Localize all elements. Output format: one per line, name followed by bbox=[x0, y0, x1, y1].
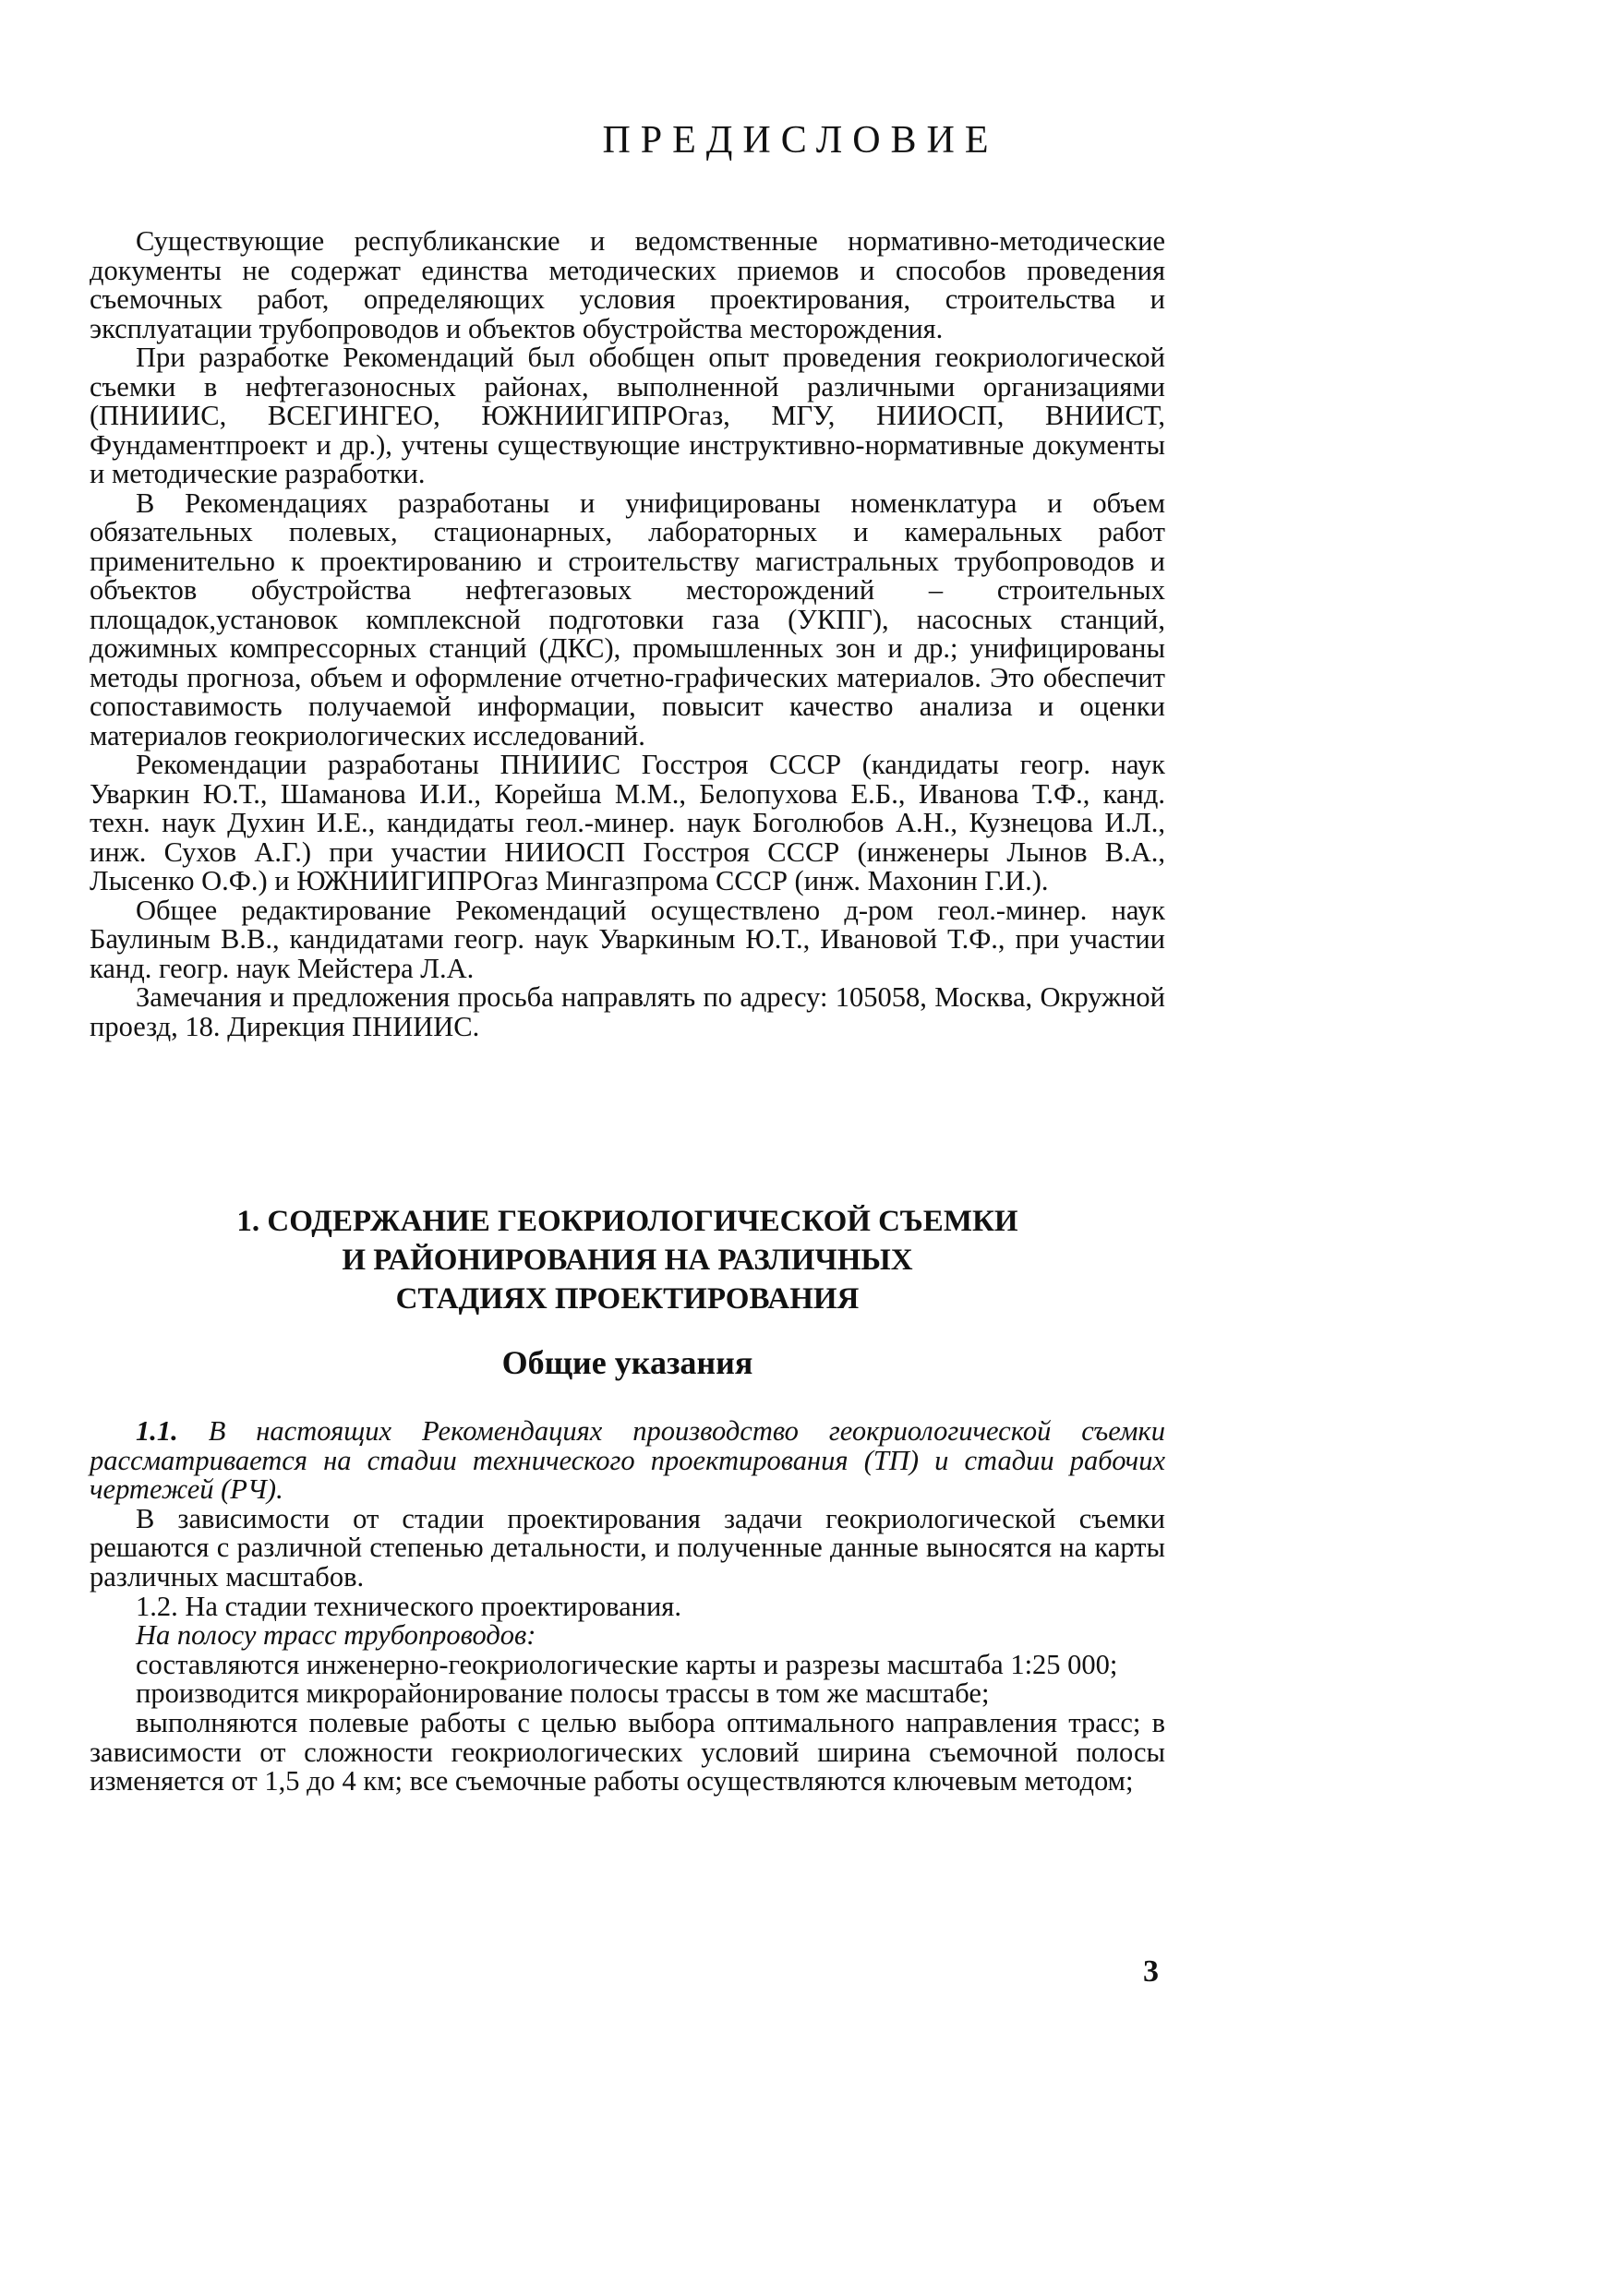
list-item: составляются инженерно-геокриологические карты и разрезы масштаба 1:25 000; bbox=[136, 1648, 1118, 1680]
item-1-1-number: 1.1. bbox=[136, 1415, 178, 1447]
preface-paragraph-3: В Рекомендациях разработаны и унифицированы номенклатура и объем обязательных полевых, стационарных, лабораторных и камеральных работ применительно к проектированию и строительству магистральных трубопроводов и объектов обустройства нефтегазовых месторождений – строительных площадок,установок комплексной подготовки газа (УКПГ), насосных станций, дожимных компрессорных станций (ДКС), промышленных зон и др.; унифицированы методы прогноза, объем и оформление отчетно-графических материалов. Это обеспечит сопоставимость получаемой информации, повысит качество анализа и оценки материалов геокриологических исследований. bbox=[90, 487, 1165, 751]
item-1-1-lead: В настоящих bbox=[208, 1415, 392, 1447]
subsection-heading: Общие указания bbox=[501, 1344, 753, 1381]
item-1-1-text: Рекомендациях производство геокриологической съемки рассматривается на стадии технического проектирования (ТП) и стадии рабочих чертежей (РЧ). bbox=[90, 1415, 1165, 1506]
preface-paragraph-5: Общее редактирование Рекомендаций осуществлено д-ром геол.-минер. наук Баулиным В.В., кандидатами геогр. наук Уваркиным Ю.Т., Ивановой Т.Ф., при участии канд. геогр. наук Мейстера Л.А. bbox=[90, 894, 1165, 984]
item-1-2: 1.2. На стадии технического проектирования. bbox=[136, 1590, 681, 1622]
list-item: выполняются полевые работы с целью выбора оптимального направления трасс; в зависимости от сложности геокриологических условий ширина съемочной полосы изменяется от 1,5 до 4 км; все съемочные работы осуществляются ключевым методом; bbox=[90, 1706, 1165, 1797]
page-number: 3 bbox=[1143, 1954, 1159, 1989]
list-item: производится микрорайонирование полосы трассы в том же масштабе; bbox=[136, 1677, 990, 1710]
preface-paragraph-6: Замечания и предложения просьба направлять по адресу: 105058, Москва, Окружной проезд, 18. Дирекция ПНИИИС. bbox=[90, 981, 1165, 1042]
section-heading-line-3: СТАДИЯХ ПРОЕКТИРОВАНИЯ bbox=[395, 1282, 860, 1316]
preface-paragraph-4: Рекомендации разработаны ПНИИИС Госстроя СССР (кандидаты геогр. наук Уваркин Ю.Т., Шаманова И.И., Корейша М.М., Белопухова Е.Б., Иванова Т.Ф., канд. техн. наук Духин И.Е., кандидаты геол.-минер. наук Боголюбов А.Н., Кузнецова И.Л., инж. Сухов А.Г.) при участии НИИОСП Госстроя СССР (инженеры Лынов В.А., Лысенко О.Ф.) и ЮЖНИИГИПРОгаз Мингазпрома СССР (инж. Махонин Г.И.). bbox=[90, 749, 1165, 896]
section-body bbox=[90, 1417, 1165, 1797]
page-title: ПРЕДИСЛОВИЕ bbox=[602, 119, 999, 162]
preface-paragraph-1: Существующие республиканские и ведомственные нормативно-методические документы не содержат единства методических приемов и способов проведения съемочных работ, определяющих условия проектирования, строительства и эксплуатации трубопроводов и объектов обустройства месторождения. bbox=[90, 225, 1165, 344]
section-heading-line-1: 1. СОДЕРЖАНИЕ ГЕОКРИОЛОГИЧЕСКОЙ СЪЕМКИ bbox=[236, 1205, 1018, 1238]
item-1-1 bbox=[90, 1417, 1165, 1505]
section-heading-line-2: И РАЙОНИРОВАНИЯ НА РАЗЛИЧНЫХ bbox=[342, 1244, 913, 1277]
section-heading bbox=[90, 1202, 1165, 1318]
item-1-2-subheading: На полосу трасс трубопроводов: bbox=[136, 1619, 536, 1652]
stages-paragraph: В зависимости от стадии проектирования задачи геокриологической съемки решаются с различной степенью детальности, и полученные данные выносятся на карты различных масштабов. bbox=[90, 1502, 1165, 1593]
preface-paragraph-2: При разработке Рекомендаций был обобщен опыт проведения геокриологической съемки в нефтегазоносных районах, выполненной различными организациями (ПНИИИС, ВСЕГИНГЕО, ЮЖНИИГИПРОгаз, МГУ, НИИОСП, ВНИИСТ, Фундаментпроект и др.), учтены существующие инструктивно-нормативные документы и методические разработки. bbox=[90, 342, 1165, 489]
preface-body bbox=[90, 227, 1165, 1041]
